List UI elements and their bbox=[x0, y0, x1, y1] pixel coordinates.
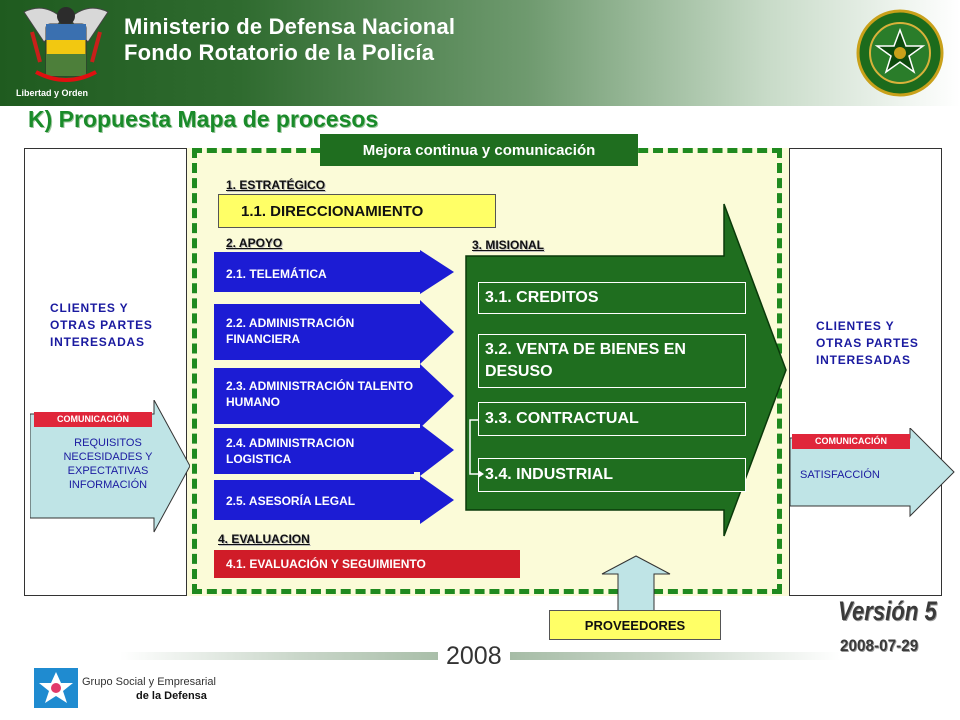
right-com-text: SATISFACCIÓN bbox=[800, 469, 880, 481]
apoyo-item-telematica: 2.1. TELEMÁTICA bbox=[214, 256, 414, 292]
grupo-social-logo bbox=[34, 668, 78, 708]
apoyo-item-financiera: 2.2. ADMINISTRACIÓN FINANCIERA bbox=[214, 306, 414, 356]
direccionamiento-box: 1.1. DIRECCIONAMIENTO bbox=[218, 194, 496, 228]
page-title: K) Propuesta Mapa de procesos bbox=[28, 106, 379, 132]
right-comunicacion-badge: COMUNICACIÓN bbox=[792, 434, 910, 449]
left-com-line-4: INFORMACIÓN bbox=[68, 479, 148, 491]
left-com-line-3: EXPECTATIVAS bbox=[67, 465, 149, 477]
apoyo-item-logistica: 2.4. ADMINISTRACION LOGISTICA bbox=[214, 428, 414, 474]
left-comunicacion-badge: COMUNICACIÓN bbox=[34, 412, 152, 427]
mision-item-creditos: 3.1. CREDITOS bbox=[478, 282, 746, 314]
footer-line-1 bbox=[82, 676, 216, 688]
left-com-line-1: REQUISITOS bbox=[74, 437, 142, 449]
version-date: 2008-07-29 bbox=[840, 636, 919, 655]
mision-item-industrial: 3.4. INDUSTRIAL bbox=[478, 458, 746, 492]
ministry-title bbox=[124, 14, 455, 66]
proveedores-box: PROVEEDORES bbox=[549, 610, 721, 640]
version-text: Versión 5 bbox=[838, 596, 937, 626]
left-com-line-2: NECESIDADES Y bbox=[63, 451, 153, 463]
ministry-line-1: Ministerio de Defensa Nacional bbox=[124, 14, 456, 39]
misional-label: 3. MISIONAL bbox=[472, 238, 545, 252]
footer-grupo-social: Grupo Social bbox=[82, 676, 146, 688]
contractual-industrial-connector bbox=[464, 416, 484, 480]
apoyo-item-talento-humano: 2.3. ADMINISTRACIÓN TALENTO HUMANO bbox=[214, 370, 414, 418]
evaluacion-label: 4. EVALUACION bbox=[218, 532, 310, 546]
footer-empresarial: y Empresarial bbox=[145, 676, 216, 688]
proveedores-up-arrow bbox=[600, 554, 672, 614]
police-emblem-logo bbox=[856, 8, 944, 98]
year-text: 2008 bbox=[438, 642, 510, 671]
apoyo-label: 2. APOYO bbox=[226, 236, 283, 250]
left-com-text bbox=[42, 436, 174, 492]
apoyo-item-legal: 2.5. ASESORÍA LEGAL bbox=[214, 482, 414, 520]
motto-text: Libertad y Orden bbox=[16, 88, 89, 98]
evaluacion-box: 4.1. EVALUACIÓN Y SEGUIMIENTO bbox=[214, 550, 520, 578]
strategic-label: 1. ESTRATÉGICO bbox=[226, 178, 326, 192]
mision-item-contractual: 3.3. CONTRACTUAL bbox=[478, 402, 746, 436]
footer-line-2: de la Defensa bbox=[136, 690, 207, 702]
right-clients-text: CLIENTES Y OTRAS PARTES INTERESADAS bbox=[816, 319, 919, 367]
mejora-continua-label: Mejora continua y comunicación bbox=[320, 134, 638, 166]
ministry-line-2: Fondo Rotatorio de la Policía bbox=[124, 40, 435, 65]
mision-item-venta-bienes: 3.2. VENTA DE BIENES EN DESUSO bbox=[478, 334, 746, 388]
left-clients-text: CLIENTES Y OTRAS PARTES INTERESADAS bbox=[50, 301, 153, 349]
coat-of-arms-logo bbox=[14, 2, 118, 92]
